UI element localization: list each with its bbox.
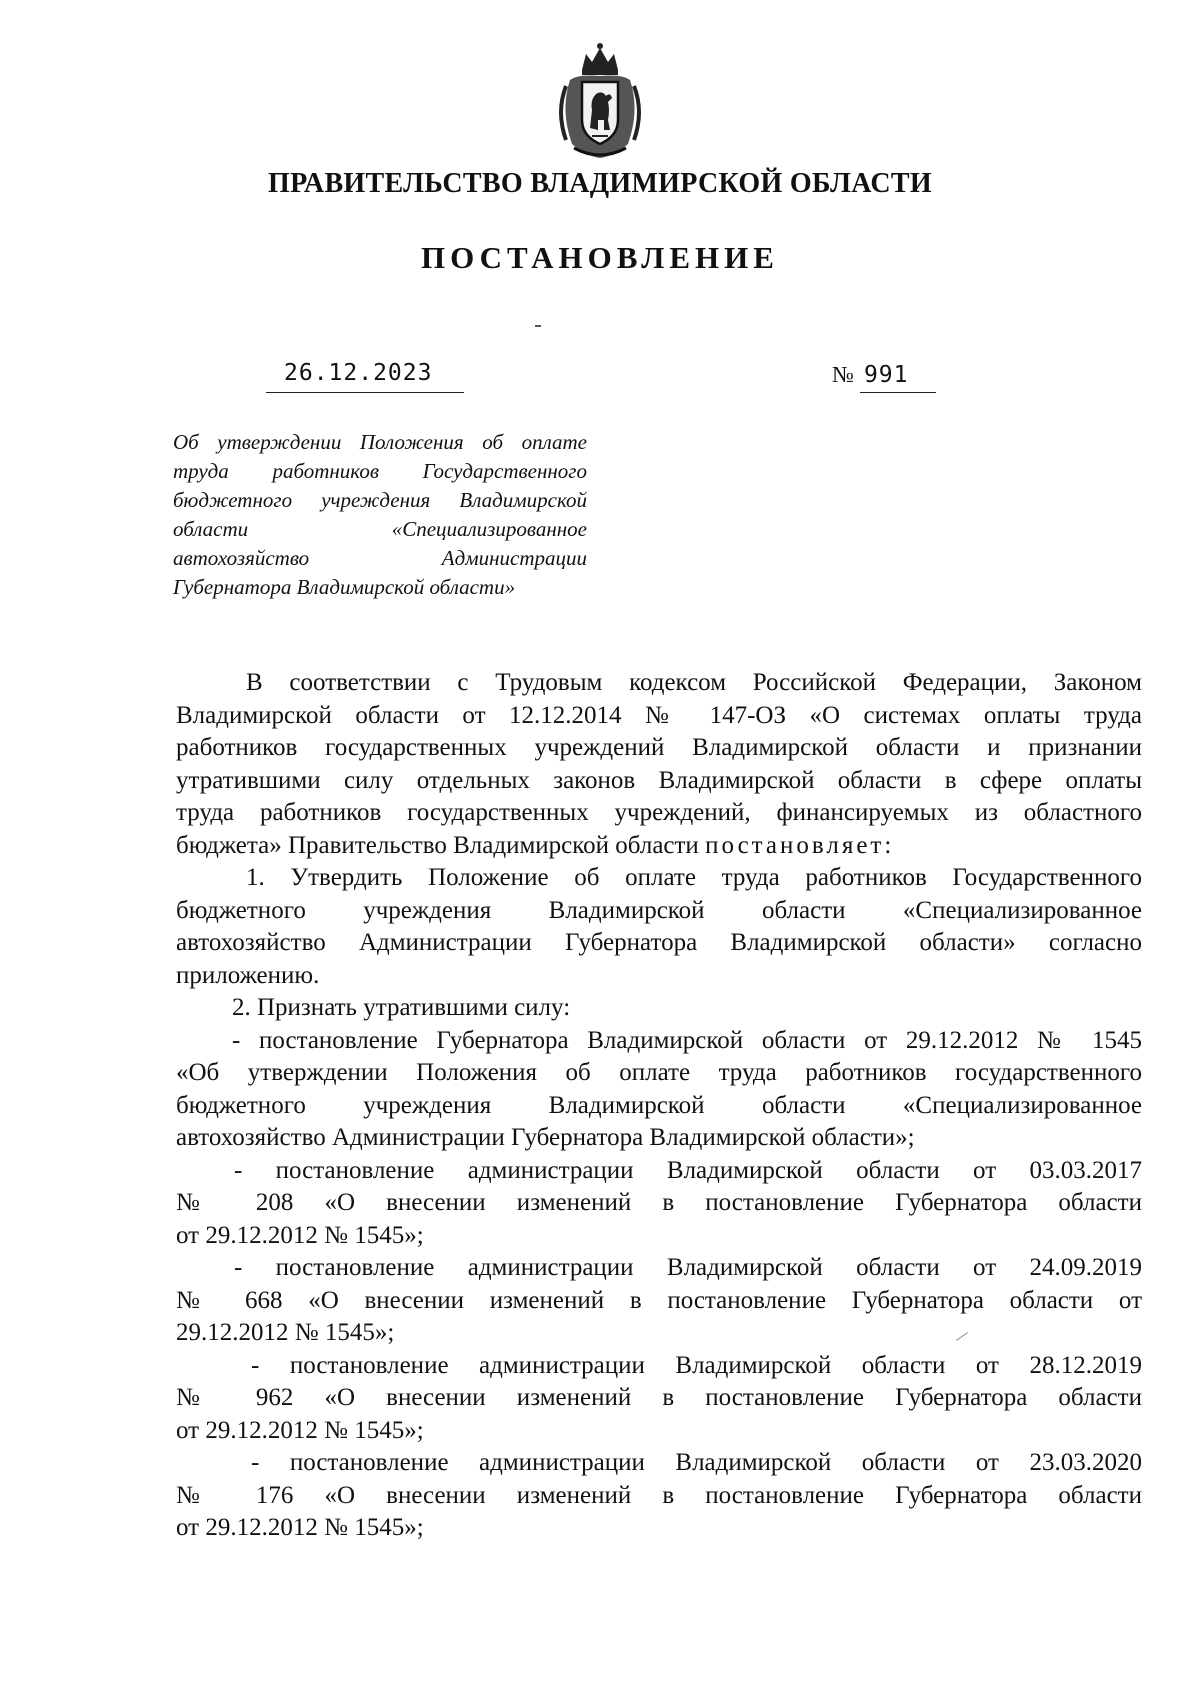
number-underline [860,392,936,393]
coat-of-arms-icon [552,40,648,160]
repealed-entry-line: № 176 «О внесении изменений в постановление Губернатора области [176,1481,1142,1509]
preamble-line: работников государственных учреждений Владимирской области и признании [176,734,1142,761]
subject-line: автохозяйство Администрации [173,546,587,570]
repealed-entry-line: № 962 «О внесении изменений в постановление Губернатора области [176,1384,1142,1411]
repealed-entry-line: бюджетного учреждения Владимирской области «Специализированное [176,1091,1142,1119]
repealed-entry-line: «Об утверждении Положения об оплате труда работников государственного [176,1059,1142,1086]
item1-line: бюджетного учреждения Владимирской области «Специализированное [176,896,1142,924]
preamble-line: труда работников государственных учреждений, финансируемых из областного [176,799,1142,826]
item1-line: автохозяйство Администрации Губернатора Владимирской области» согласно [176,929,1142,956]
repealed-entry-line: от 29.12.2012 № 1545»; [176,1221,424,1249]
subject-line: бюджетного учреждения Владимирской [173,488,587,512]
subject-line: Губернатора Владимирской области» [173,575,516,599]
item1-line: 1. Утвердить Положение об оплате труда работников Государственного [246,864,1142,891]
preamble-line: Владимирской области от 12.12.2014 № 147-ОЗ «О системах оплаты труда [176,701,1142,729]
repealed-entry-line: от 29.12.2012 № 1545»; [176,1416,424,1444]
repealed-entry-line: № 668 «О внесении изменений в постановление Губернатора области от [176,1286,1142,1314]
repealed-entry-line: № 208 «О внесении изменений в постановление Губернатора области [176,1189,1142,1216]
repealed-entry-line: - постановление администрации Владимирской области от 24.09.2019 [234,1254,1142,1281]
number-sign: № [832,362,854,387]
repealed-entry-line: - постановление Губернатора Владимирской области от 29.12.2012 № 1545 [232,1026,1142,1054]
repealed-entry-line: - постановление администрации Владимирской области от 28.12.2019 [251,1351,1142,1379]
document-body [176,667,1142,1545]
organization-title: ПРАВИТЕЛЬСТВО ВЛАДИМИРСКОЙ ОБЛАСТИ [268,168,932,199]
date-underline [266,392,464,393]
repealed-entry-line: от 29.12.2012 № 1545»; [176,1514,424,1541]
document-number [832,362,909,388]
preamble-line [176,830,1142,863]
subject-line: области «Специализированное [173,517,587,541]
item1-line: приложению. [176,961,320,989]
scan-mark [535,325,541,327]
subject-line: труда работников Государственного [173,459,587,483]
item2-heading: 2. Признать утратившими силу: [232,994,571,1021]
number-value: 991 [863,362,909,388]
repealed-entry-line: автохозяйство Администрации Губернатора Владимирской области»; [176,1124,915,1151]
repealed-entry-line: - постановление администрации Владимирской области от 23.03.2020 [251,1449,1142,1476]
preamble-line: В соответствии с Трудовым кодексом Российской Федерации, Законом [246,669,1142,696]
document-date: 26.12.2023 [284,360,433,386]
document-type-title: ПОСТАНОВЛЕНИЕ [421,240,779,275]
resolves-word: постановляет: [705,831,895,859]
preamble-text: бюджета» Правительство Владимирской области [176,831,699,859]
repealed-entry-line: - постановление администрации Владимирской области от 03.03.2017 [234,1156,1142,1184]
subject-line: Об утверждении Положения об оплате [173,430,587,454]
document-subject [173,428,587,602]
repealed-entry-line: 29.12.2012 № 1545»; [176,1319,395,1346]
preamble-line: утратившими силу отдельных законов Владимирской области в сфере оплаты [176,766,1142,794]
